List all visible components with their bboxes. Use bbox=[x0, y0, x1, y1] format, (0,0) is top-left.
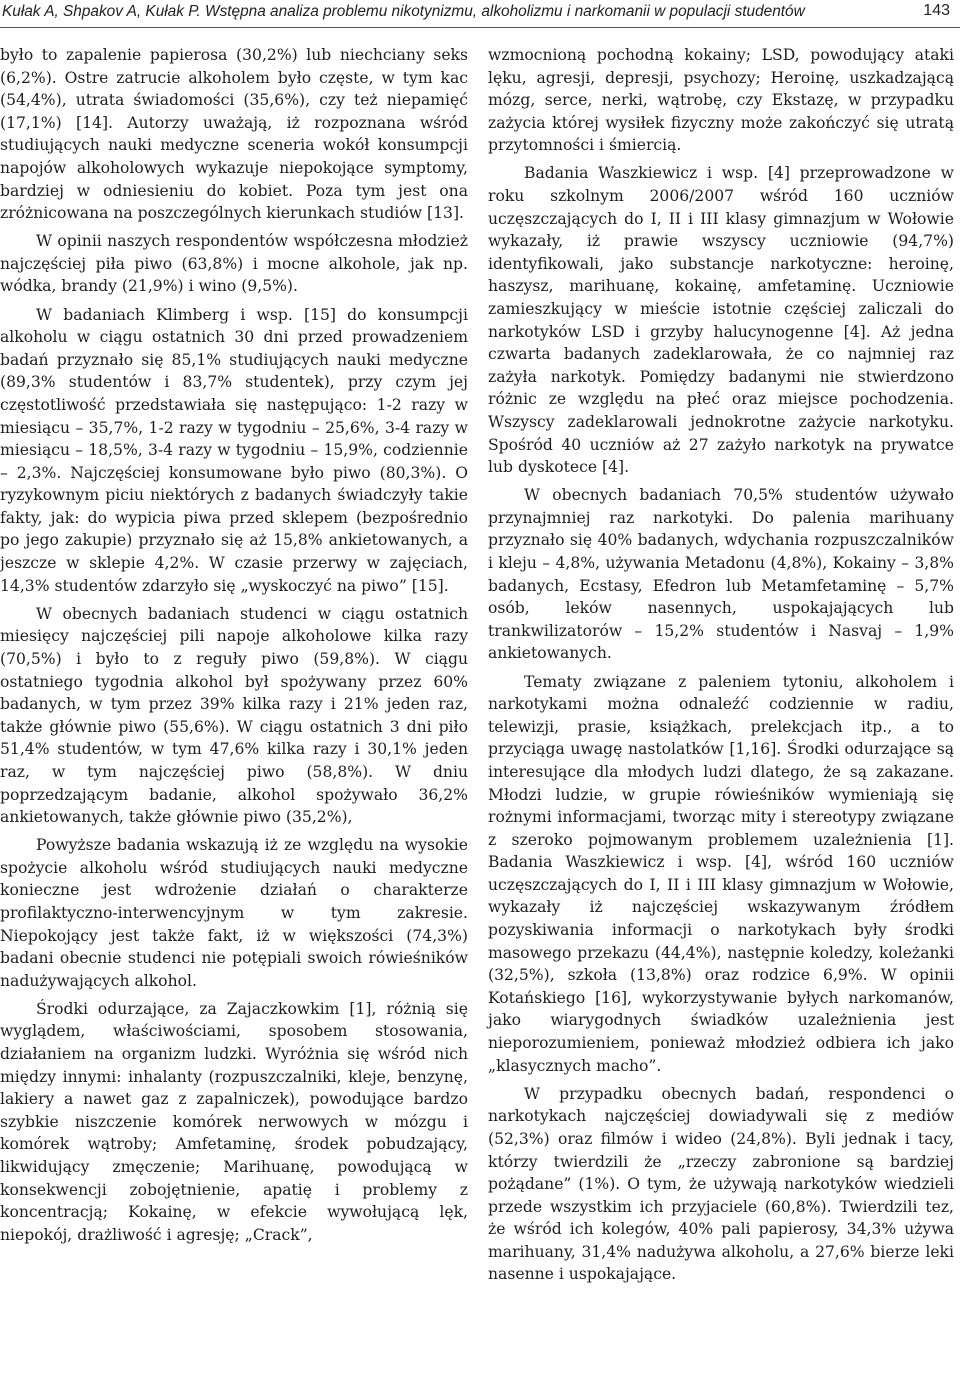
paragraph: W obecnych badaniach studenci w ciągu ostatnich miesięcy najczęściej pili napoje alkoholowe kilka razy (70,5%) i było to z reguły piwo (59,8%). W ciągu ostatniego tygodnia alkohol był spożywany przez 60% badanych, w tym przez 39% kilka razy i 21% jeden raz, także głównie piwo (55,6%). W ciągu ostatnich 3 dni piło 51,4% studentów, w tym 47,6% kilka razy i 30,1% jeden raz, w tym najczęściej piwo (58,8%). W dniu poprzedzającym badanie, alkohol spożywało 36,2% ankietowanych, także głównie piwo (35,2%), bbox=[0, 604, 468, 827]
paragraph: Środki odurzające, za Zajaczkowkim [1], różnią się wyglądem, właściwościami, sposobem stosowania, działaniem na organizm ludzki. Wyróżnia się wśród nich między innymi: inhalanty (rozpuszczalniki, kleje, benzynę, lakiery a nawet gaz z zapalniczek), powodujące bardzo szybkie niszczenie komórek nerwowych w mózgu i komórek wątroby; Amfetaminę, środek pobudzający, likwidujący zmęczenie; Marihuanę, powodującą w konsekwencji zobojętnienie, apatię i problemy z koncentracją; Kokainę, w efekcie wywołującą lęk, niepokój, drażliwość i agresję; „Crack”, bbox=[0, 999, 468, 1244]
paragraph: było to zapalenie papierosa (30,2%) lub niechciany seks (6,2%). Ostre zatrucie alkoholem było częste, w tym kac (54,4%), utrata świadomości (35,6%), czy też niepamięć (17,1%) [14]. Autorzy uważają, iż rozpoznana wśród studiujących nauki medyczne sceneria wokół konsumpcji napojów alkoholowych wykazuje niepokojące symptomy, bardziej w odniesieniu do kobiet. Poza tym jest ona zróżnicowana na poszczególnych kierunkach studiów [13]. bbox=[0, 46, 468, 223]
right-column bbox=[488, 44, 954, 1292]
header-rule bbox=[0, 27, 960, 28]
paragraph: Tematy związane z paleniem tytoniu, alkoholem i narkotykami można odnaleźć codziennie w radiu, telewizji, prasie, książkach, prelekcjach itp., a to przyciąga uwagę nastolatków [1,16]. Środki odurzające są interesujące dla młodych ludzi dlatego, że są zakazane. Młodzi ludzie, w grupie rówieśników wymieniają się rożnymi informacjami, tworząc mity i stereotypy związane z szeroko pojmowanym problemem uzależnienia [1]. Badania Waszkiewicz i wsp. [4], wśród 160 uczniów uczęszczających do I, II i III klasy gimnazjum w Wołowie, wykazały iż najczęściej wskazywanym źródłem pozyskiwania informacji o narkotykach były środki masowego przekazu (44,4%), następnie koledzy, koleżanki (32,5%), szkoła (13,8%) oraz rodzice 6,9%. W opinii Kotańskiego [16], wykorzystywanie byłych narkomanów, jako wiarygodnych świadków uzależnienia jest nieporozumieniem, ponieważ młodzież odbiera ich jako „klasycznych macho”. bbox=[488, 672, 954, 1075]
paragraph: W przypadku obecnych badań, respondenci o narkotykach najczęściej dowiadywali się z mediów (52,3%) oraz filmów i wideo (24,8%). Byli jednak i tacy, którzy twierdzili że „rzeczy zabronione są bardziej pożądane” (1%). O tym, że używają narkotyków wiedzieli przede wszystkim ich przyjaciele (60,8%). Twierdzili tez, że wśród ich kolegów, 40% pali papierosy, 34,3% używa marihuany, 31,4% nadużywa alkoholu, a 27,6% bierze leki nasenne i uspokajające. bbox=[488, 1084, 954, 1284]
running-head bbox=[0, 0, 960, 40]
page-number: 143 bbox=[923, 2, 950, 19]
paragraph: W obecnych badaniach 70,5% studentów używało przynajmniej raz narkotyki. Do palenia marihuany przyznało się 40% badanych, wdychania rozpuszczalników i kleju – 4,8%, używania Metadonu (4,8%), Kokainy – 3,8% badanych, Ecstasy, Efedron lub Metamfetaminę – 5,7% osób, leków nasennych, uspokajających lub trankwilizatorów – 15,2% studentów i Nasvaj – 1,9% ankietowanych. bbox=[488, 486, 954, 663]
paragraph: wzmocnioną pochodną kokainy; LSD, powodujący ataki lęku, agresji, depresji, psychozy; Heroinę, uszkadzającą mózg, serce, nerki, wątrobę, czy Ekstazę, w przypadku zażycia której wysiłek fizyczny może zakończyć się utratą przytomności i śmiercią. bbox=[488, 46, 954, 155]
paragraph: Badania Waszkiewicz i wsp. [4] przeprowadzone w roku szkolnym 2006/2007 wśród 160 uczniów uczęszczających do I, II i III klasy gimnazjum w Wołowie wykazały, iż prawie wszyscy uczniowie (94,7%) identyfikowali, jako substancje narkotyczne: heroinę, haszysz, marihuanę, kokainę, amfetaminę. Uczniowie zamieszkujący w mieście istotnie częściej zaliczali do narkotyków LSD i grzyby halucynogenne [4]. Aż jedna czwarta badanych zadeklarowała, że co najmniej raz zażyła narkotyk. Pomiędzy badanymi nie stwierdzono różnic ze względu na płeć oraz miejsce pochodzenia. Wszyscy zadeklarowali jednokrotne zażycie narkotyku. Spośród 40 uczniów aż 27 zażyło narkotyk na prywatce lub dyskotece [4]. bbox=[488, 164, 954, 477]
paragraph: W opinii naszych respondentów współczesna młodzież najczęściej piła piwo (63,8%) i mocne alkohole, jak np. wódka, brandy (21,9%) i wino (9,5%). bbox=[0, 232, 468, 296]
paragraph: Powyższe badania wskazują iż ze względu na wysokie spożycie alkoholu wśród studiujących nauki medyczne konieczne jest wdrożenie działań o charakterze profilaktyczno-interwencyjnym w tym zakresie. Niepokojący jest także fakt, iż w większości (74,3%) badani obecnie studenci nie potępiali swoich rówieśników nadużywających alkohol. bbox=[0, 836, 468, 990]
left-column bbox=[0, 44, 468, 1252]
running-title: Kułak A, Shpakov A, Kułak P. Wstępna analiza problemu nikotynizmu, alkoholizmu i narkomanii w populacji studentów bbox=[2, 3, 805, 20]
paragraph: W badaniach Klimberg i wsp. [15] do konsumpcji alkoholu w ciągu ostatnich 30 dni przed prowadzeniem badań przyznało się 85,1% studiujących nauki medyczne (89,3% studentów i 83,7% studentek), przy czym jej częstotliwość przedstawiała się następująco: 1-2 razy w miesiącu – 35,7%, 1-2 razy w tygodniu – 25,6%, 3-4 razy w miesiącu – 18,5%, 3-4 razy w tygodniu – 15,9%, codziennie – 2,3%. Najczęściej konsumowane było piwo (80,3%). O ryzykownym piciu niektórych z badanych świadczyły takie fakty, jak: do wypicia piwa przed sklepem (bezpośrednio po jego zakupie) przyznało się aż 15,8% ankietowanych, a jeszcze w sklepie 4,2%. W czasie przerwy w zajęciach, 14,3% studentów zdarzyło się „wyskoczyć na piwo” [15]. bbox=[0, 305, 468, 595]
